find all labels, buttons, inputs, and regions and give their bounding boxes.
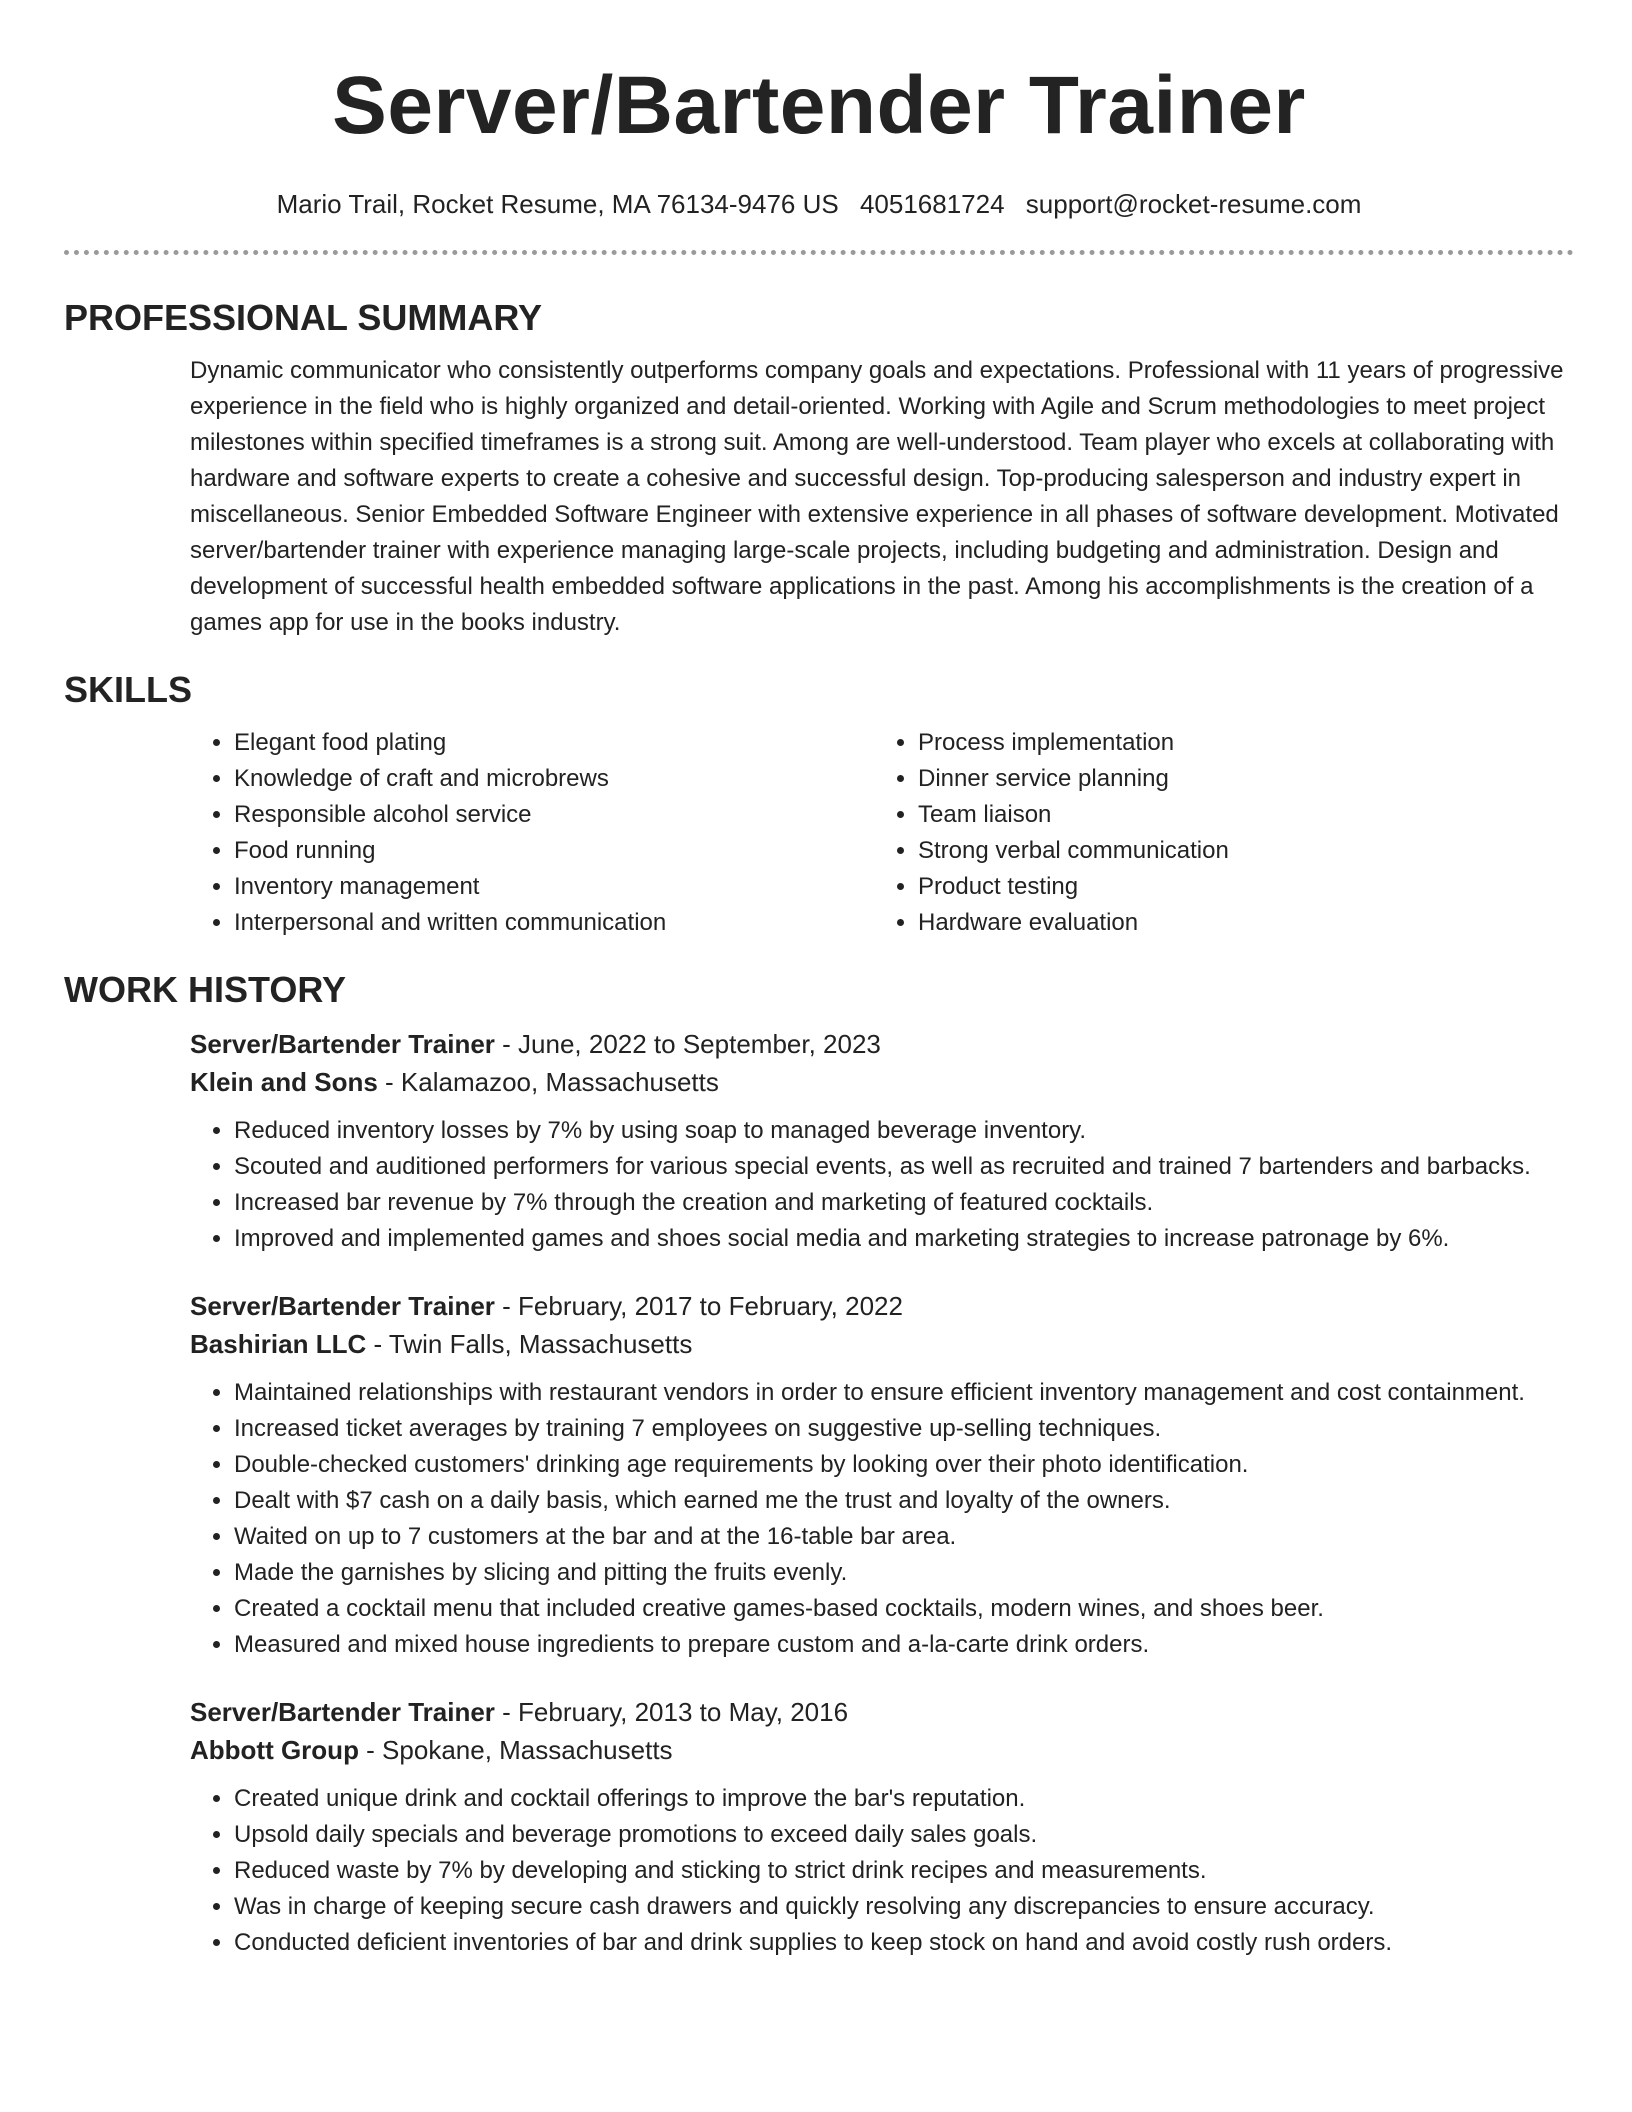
job-bullet: • Maintained relationships with restaurant vendors in order to ensure efficient inventory management and cost containment. bbox=[234, 1375, 1574, 1411]
job-bullet: • Created unique drink and cocktail offerings to improve the bar's reputation. bbox=[234, 1781, 1574, 1817]
job-title: Server/Bartender Trainer bbox=[190, 1029, 495, 1059]
job-bullet: • Dealt with $7 cash on a daily basis, which earned me the trust and loyalty of the owners. bbox=[234, 1483, 1574, 1519]
resume-name: Server/Bartender Trainer bbox=[332, 60, 1306, 151]
job-bullet: • Made the garnishes by slicing and pitting the fruits evenly. bbox=[234, 1555, 1574, 1591]
job-bullet: • Scouted and auditioned performers for various special events, as well as recruited and trained 7 bartenders and barbacks. bbox=[234, 1149, 1574, 1185]
job-company-line bbox=[190, 1063, 1574, 1101]
skill-item: • Food running bbox=[234, 833, 874, 869]
resume-page bbox=[64, 0, 1574, 1961]
job-entry bbox=[190, 1287, 1574, 1663]
job-location: - Kalamazoo, Massachusetts bbox=[377, 1067, 719, 1097]
skill-item: • Team liaison bbox=[918, 797, 1558, 833]
job-company: Bashirian LLC bbox=[190, 1329, 367, 1359]
summary-heading: PROFESSIONAL SUMMARY bbox=[64, 297, 543, 338]
job-location: - Twin Falls, Massachusetts bbox=[366, 1329, 693, 1359]
job-bullet: • Reduced inventory losses by 7% by using soap to managed beverage inventory. bbox=[234, 1113, 1574, 1149]
skill-item: • Strong verbal communication bbox=[918, 833, 1558, 869]
job-bullet: • Increased bar revenue by 7% through the creation and marketing of featured cocktails. bbox=[234, 1185, 1574, 1221]
job-title-line bbox=[190, 1693, 1574, 1731]
job-title-line bbox=[190, 1287, 1574, 1325]
job-bullet: • Improved and implemented games and shoes social media and marketing strategies to increase patronage by 6%. bbox=[234, 1221, 1574, 1257]
job-bullet: • Reduced waste by 7% by developing and sticking to strict drink recipes and measurements. bbox=[234, 1853, 1574, 1889]
job-company-line bbox=[190, 1731, 1574, 1769]
job-entry bbox=[190, 1025, 1574, 1257]
job-title: Server/Bartender Trainer bbox=[190, 1291, 495, 1321]
skill-item: • Process implementation bbox=[918, 725, 1558, 761]
job-bullets bbox=[190, 1375, 1574, 1663]
job-company: Klein and Sons bbox=[190, 1067, 378, 1097]
skill-item: • Dinner service planning bbox=[918, 761, 1558, 797]
contact-phone: 4051681724 bbox=[859, 189, 1005, 219]
job-bullet: • Upsold daily specials and beverage promotions to exceed daily sales goals. bbox=[234, 1817, 1574, 1853]
job-title-line bbox=[190, 1025, 1574, 1063]
job-location: - Spokane, Massachusetts bbox=[358, 1735, 673, 1765]
work-history-heading: WORK HISTORY bbox=[64, 969, 347, 1010]
job-bullet: • Waited on up to 7 customers at the bar and at the 16-table bar area. bbox=[234, 1519, 1574, 1555]
skills-list-left bbox=[190, 725, 874, 941]
job-dates: - February, 2013 to May, 2016 bbox=[494, 1697, 849, 1727]
skill-item: • Responsible alcohol service bbox=[234, 797, 874, 833]
job-dates: - February, 2017 to February, 2022 bbox=[494, 1291, 903, 1321]
skills-heading: SKILLS bbox=[64, 669, 193, 710]
skill-item: • Hardware evaluation bbox=[918, 905, 1558, 941]
job-bullet: • Was in charge of keeping secure cash drawers and quickly resolving any discrepancies to ensure accuracy. bbox=[234, 1889, 1574, 1925]
job-bullet: • Conducted deficient inventories of bar and drink supplies to keep stock on hand and avoid costly rush orders. bbox=[234, 1925, 1574, 1961]
skill-item: • Knowledge of craft and microbrews bbox=[234, 761, 874, 797]
skills-columns bbox=[190, 725, 1574, 941]
skill-item: • Inventory management bbox=[234, 869, 874, 905]
job-bullet: • Increased ticket averages by training 7 employees on suggestive up-selling techniques. bbox=[234, 1411, 1574, 1447]
skill-item: • Interpersonal and written communication bbox=[234, 905, 874, 941]
job-entry bbox=[190, 1693, 1574, 1961]
job-title: Server/Bartender Trainer bbox=[190, 1697, 495, 1727]
job-company: Abbott Group bbox=[190, 1735, 359, 1765]
job-bullets bbox=[190, 1781, 1574, 1961]
skill-item: • Product testing bbox=[918, 869, 1558, 905]
job-bullets bbox=[190, 1113, 1574, 1257]
job-bullet: • Measured and mixed house ingredients to prepare custom and a-la-carte drink orders. bbox=[234, 1627, 1574, 1663]
job-company-line bbox=[190, 1325, 1574, 1363]
skills-list-right bbox=[874, 725, 1558, 941]
job-dates: - June, 2022 to September, 2023 bbox=[494, 1029, 881, 1059]
skill-item: • Elegant food plating bbox=[234, 725, 874, 761]
contact-address: Mario Trail, Rocket Resume, MA 76134-9476 US bbox=[276, 189, 839, 219]
job-bullet: • Double-checked customers' drinking age requirements by looking over their photo identification. bbox=[234, 1447, 1574, 1483]
header-divider bbox=[64, 250, 1574, 255]
contact-email: support@rocket-resume.com bbox=[1025, 189, 1362, 219]
contact-line bbox=[64, 186, 1574, 222]
job-bullet: • Created a cocktail menu that included creative games-based cocktails, modern wines, and shoes beer. bbox=[234, 1591, 1574, 1627]
summary-text: Dynamic communicator who consistently outperforms company goals and expectations. Professional with 11 years of progressive experience in the field who is highly organized and detail-oriented. Working with Agile and Scrum methodologies to meet project milestones within specified timeframes is a strong suit. Among are well-understood. Team player who excels at collaborating with hardware and software experts to create a cohesive and successful design. Top-producing salesperson and industry expert in miscellaneous. Senior Embedded Software Engineer with extensive experience in all phases of software development. Motivated server/bartender trainer with experience managing large-scale projects, including budgeting and administration. Design and development of successful health embedded software applications in the past. Among his accomplishments is the creation of a games app for use in the books industry. bbox=[190, 357, 1564, 636]
